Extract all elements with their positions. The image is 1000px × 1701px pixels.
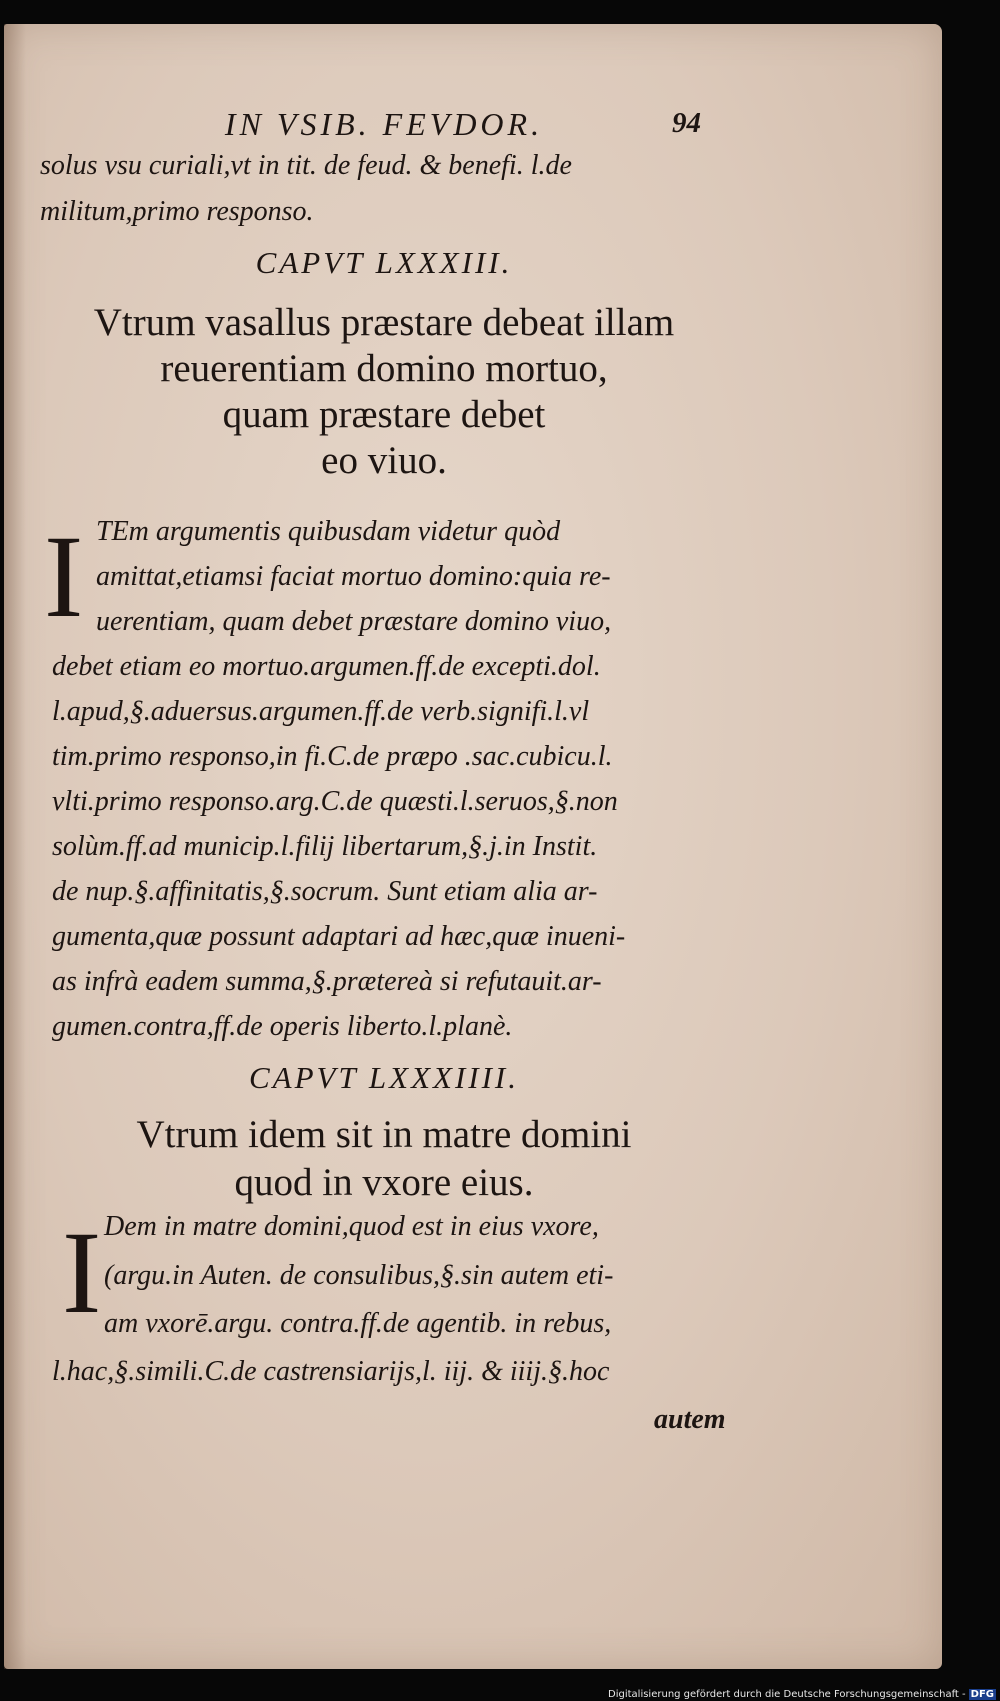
- chapter-heading: CAPVT LXXXIII.: [255, 245, 513, 280]
- digitization-credit: [608, 1689, 996, 1700]
- chapter-title-line: quam præstare debet: [222, 393, 546, 436]
- text-line: as infrà eadem summa,§.prætereà si refutauit.ar-: [52, 966, 602, 997]
- text-line: solùm.ff.ad municip.l.filij libertarum,§.j.in Instit.: [52, 831, 598, 862]
- text-line: TEm argumentis quibusdam videtur quòd: [96, 516, 561, 547]
- running-title: IN VSIB. FEVDOR.: [224, 106, 544, 142]
- page-number: 94: [672, 107, 701, 139]
- text-line: debet etiam eo mortuo.argumen.ff.de excepti.dol.: [52, 651, 601, 682]
- chapter-title-line: Vtrum vasallus præstare debeat illam: [93, 301, 675, 344]
- dfg-logo: DFG: [970, 1689, 994, 1700]
- book-page: [4, 24, 942, 1669]
- text-line: amittat,etiamsi faciat mortuo domino:quia re-: [96, 561, 611, 592]
- text-line: (argu.in Auten. de consulibus,§.sin autem eti-: [104, 1260, 614, 1291]
- credit-text: Digitalisierung gefördert durch die Deutsche Forschungsgemeinschaft -: [608, 1689, 966, 1700]
- drop-cap: I: [44, 511, 84, 642]
- drop-cap: I: [62, 1207, 102, 1338]
- text-line: Dem in matre domini,quod est in eius vxore,: [104, 1211, 599, 1242]
- text-line: gumenta,quæ possunt adaptari ad hæc,quæ inueni-: [52, 921, 626, 952]
- text-line: solus vsu curiali,vt in tit. de feud. & benefi. l.de: [40, 150, 572, 181]
- chapter-title-line: eo viuo.: [321, 439, 447, 482]
- text-line: militum,primo responso.: [40, 196, 314, 227]
- chapter-heading: CAPVT LXXXIIII.: [248, 1060, 519, 1095]
- chapter-title-line: reuerentiam domino mortuo,: [160, 347, 608, 390]
- text-line: l.hac,§.simili.C.de castrensiarijs,l. iij. & iiij.§.hoc: [52, 1356, 610, 1387]
- text-line: tim.primo responso,in fi.C.de præpo .sac.cubicu.l.: [52, 741, 613, 772]
- chapter-title-line: Vtrum idem sit in matre domini: [136, 1113, 632, 1156]
- text-line: de nup.§.affinitatis,§.socrum. Sunt etiam alia ar-: [52, 876, 598, 907]
- text-line: l.apud,§.aduersus.argumen.ff.de verb.signifi.l.vl: [52, 696, 590, 727]
- text-line: vlti.primo responso.arg.C.de quæsti.l.seruos,§.non: [52, 786, 618, 817]
- chapter-title-line: quod in vxore eius.: [234, 1161, 534, 1204]
- text-line: gumen.contra,ff.de operis liberto.l.planè.: [52, 1011, 513, 1042]
- text-line: am vxorē.argu. contra.ff.de agentib. in rebus,: [104, 1308, 612, 1339]
- text-line: uerentiam, quam debet præstare domino viuo,: [96, 606, 612, 637]
- catchword: autem: [654, 1404, 726, 1435]
